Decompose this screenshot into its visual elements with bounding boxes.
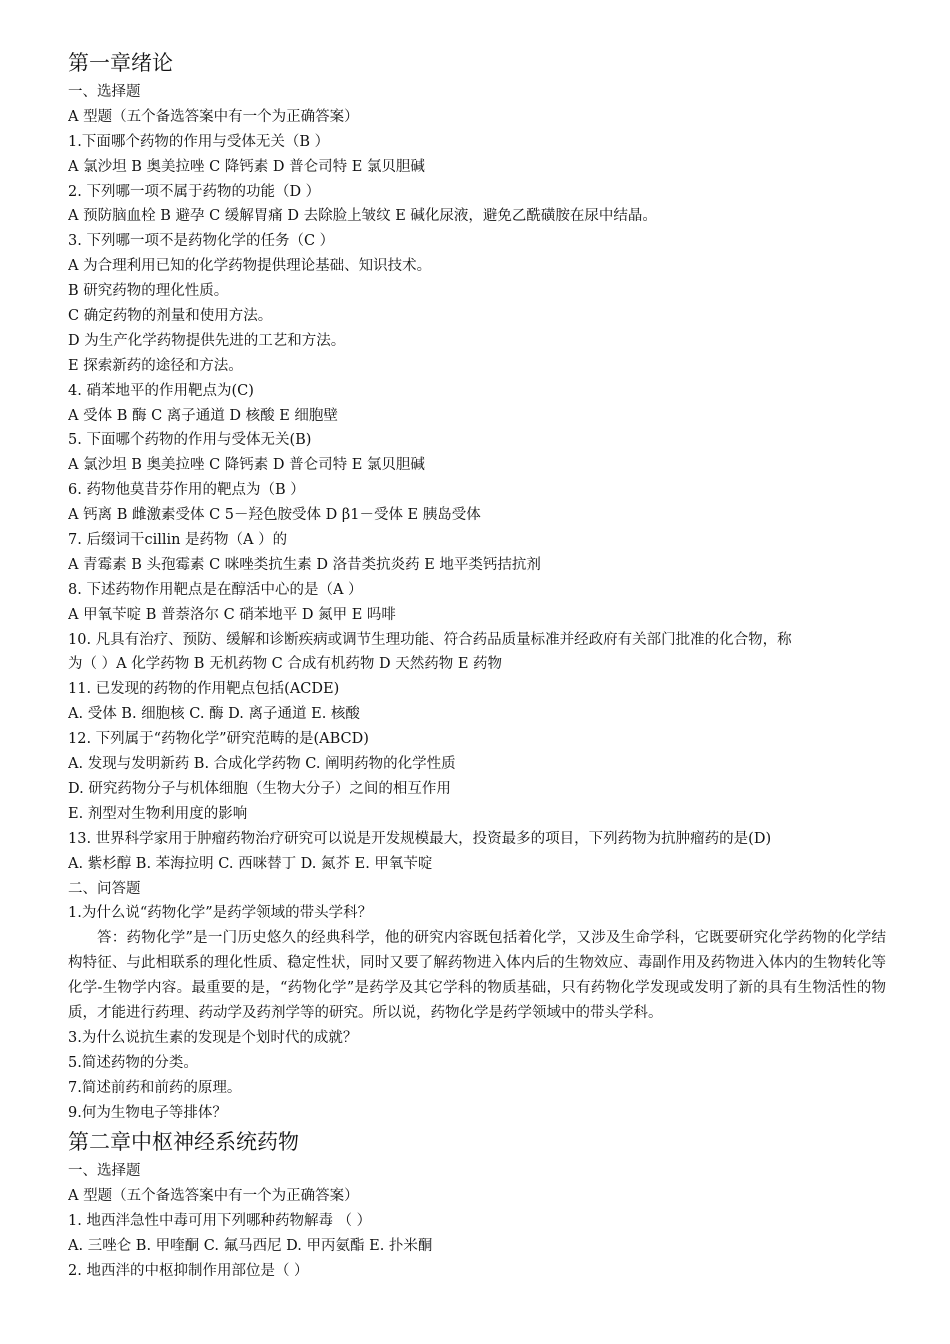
text-line: A 钙离 B 雌激素受体 C 5－羟色胺受体 D β1－受体 E 胰岛受体 [68, 507, 481, 524]
text-line: A 为合理利用已知的化学药物提供理论基础、知识技术。 [68, 258, 432, 275]
text-line: 2. 地西泮的中枢抑制作用部位是（ ） [68, 1263, 309, 1280]
text-line: 13. 世界科学家用于肿瘤药物治疗研究可以说是开发规模最大，投资最多的项目，下列药物为抗肿瘤药的是(D) [68, 830, 772, 847]
text-line: C 确定药物的剂量和使用方法。 [68, 308, 273, 325]
chapter-2-title: 第二章中枢神经系统药物 [68, 1130, 299, 1155]
text-line: A 氯沙坦 B 奥美拉唑 C 降钙素 D 普仑司特 E 氯贝胆碱 [68, 457, 425, 474]
chapter-1-title: 第一章绪论 [68, 51, 173, 75]
text-line: 8. 下述药物作用靶点是在醇活中心的是（A ） [68, 581, 363, 598]
text-line: A 型题（五个备选答案中有一个为正确答案） [68, 108, 359, 125]
text-line: 7.简述前药和前药的原理。 [68, 1079, 242, 1096]
text-line: 6. 药物他莫昔芬作用的靶点为（B ） [68, 482, 305, 499]
text-line: A. 紫杉醇 B. 苯海拉明 C. 西咪替丁 D. 氮芥 E. 甲氧苄啶 [68, 855, 433, 872]
text-line: A 预防脑血栓 B 避孕 C 缓解胃痛 D 去除脸上皱纹 E 碱化尿液，避免乙酰磺胺在尿中结晶。 [68, 208, 657, 225]
text-line: 1.为什么说“药物化学”是药学领域的带头学科？ [68, 905, 373, 922]
text-line: A 青霉素 B 头孢霉素 C 咪唑类抗生素 D 洛昔类抗炎药 E 地平类钙拮抗剂 [68, 556, 541, 573]
text-line: A. 三唑仑 B. 甲喹酮 C. 氟马西尼 D. 甲丙氨酯 E. 扑米酮 [68, 1238, 433, 1255]
text-line: 一、选择题 [68, 84, 141, 100]
text-line: 3.为什么说抗生素的发现是个划时代的成就？ [68, 1029, 358, 1046]
text-line: E 探索新药的途径和方法。 [68, 357, 243, 374]
text-line: A. 受体 B. 细胞核 C. 酶 D. 离子通道 E. 核酸 [68, 706, 360, 723]
text-line: E. 剂型对生物利用度的影响 [68, 805, 248, 822]
text-line: 9.何为生物电子等排体？ [68, 1104, 227, 1121]
text-line: A 氯沙坦 B 奥美拉唑 C 降钙素 D 普仑司特 E 氯贝胆碱 [68, 158, 425, 175]
document-body [68, 46, 886, 1284]
text-line: 2. 下列哪一项不属于药物的功能（D ） [68, 183, 321, 200]
text-line: 5. 下面哪个药物的作用与受体无关(B) [68, 432, 312, 449]
question-10-line-2: 为（ ）A 化学药物 B 无机药物 C 合成有机药物 D 天然药物 E 药物 [68, 656, 503, 673]
text-line: 一、选择题 [68, 1163, 141, 1180]
text-line: 5.简述药物的分类。 [68, 1054, 198, 1071]
text-line: A. 发现与发明新药 B. 合成化学药物 C. 阐明药物的化学性质 [68, 756, 456, 773]
text-line: 7. 后缀词干cillin 是药物（A ）的 [68, 532, 288, 549]
text-line: A 型题（五个备选答案中有一个为正确答案） [68, 1188, 359, 1205]
answer-paragraph: 答：药物化学”是一门历史悠久的经典科学，他的研究内容既包括着化学，又涉及生命学科，它既要研究化学药物的化学结构特征、与此相联系的理化性质、稳定性状，同时又要了解药物进入体内后的生物效应、毒副作用及药物进入体内的生物转化等化学-生物学内容。最重要的是，“药物化学”是药学及其它学科的物质基础，只有药物化学发现或发明了新的具有生物活性的物质，才能进行药理、药动学及药剂学等的研究。所以说，药物化学是药学领域中的带头学科。 [68, 930, 886, 1021]
text-line: 3. 下列哪一项不是药物化学的任务（C ） [68, 233, 335, 250]
text-line: D. 研究药物分子与机体细胞（生物大分子）之间的相互作用 [68, 780, 451, 797]
text-line: A 甲氧苄啶 B 普萘洛尔 C 硝苯地平 D 氮甲 E 吗啡 [68, 606, 396, 623]
text-line: 12. 下列属于“药物化学”研究范畴的是(ABCD) [68, 731, 369, 748]
text-line: D 为生产化学药物提供先进的工艺和方法。 [68, 332, 346, 349]
text-line: 二、问答题 [68, 880, 141, 897]
text-line: 1. 地西泮急性中毒可用下列哪种药物解毒 （ ） [68, 1213, 372, 1230]
text-line: 11. 已发现的药物的作用靶点包括(ACDE) [68, 681, 340, 698]
text-line: B 研究药物的理化性质。 [68, 283, 229, 300]
text-line: 4. 硝苯地平的作用靶点为(C) [68, 382, 254, 399]
text-line: A 受体 B 酶 C 离子通道 D 核酸 E 细胞壁 [68, 407, 338, 424]
question-10-line-1: 10. 凡具有治疗、预防、缓解和诊断疾病或调节生理功能、符合药品质量标准并经政府有关部门批准的化合物，称 [68, 631, 792, 648]
text-line: 1.下面哪个药物的作用与受体无关（B ） [68, 133, 330, 150]
